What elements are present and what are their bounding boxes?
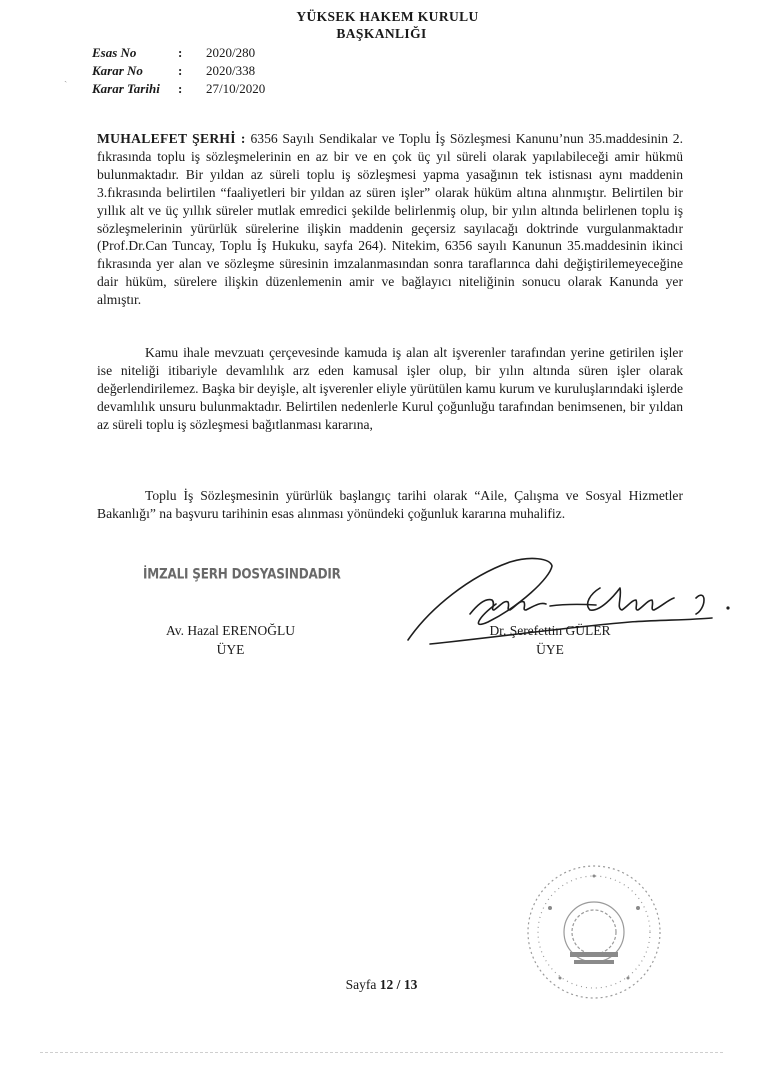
- signed-dissent-stamp: İMZALI ŞERH DOSYASINDADIR: [143, 565, 341, 583]
- signatory-name: Dr. Şerefettin GÜLER: [489, 623, 611, 638]
- paragraph-3: Toplu İş Sözleşmesinin yürürlük başlangıç tarihi olarak “Aile, Çalışma ve Sosyal Hizmetler Bakanlığı” na başvuru tarihinin esas alınması yönündeki çoğunluk kararına muhalifiz.: [97, 488, 683, 521]
- scan-bottom-edge: [40, 1052, 723, 1053]
- paragraph-1-text: 6356 Sayılı Sendikalar ve Toplu İş Sözleşmesi Kanunu’nun 35.maddesinin 2. fıkrasında toplu iş sözleşmelerinin en az bir ve en çok üç yıl süreli olarak yapılabileceği amir hükmü bulunmaktadır. Bir yıldan az süreli toplu iş sözleşmesi yapma yasağının tek istisnası aynı maddenin 3.fıkrasında belirtilen “faaliyetleri bir yıldan az süren işler” olarak hüküm altına alınmıştır. Belirtilen bir yıllık alt ve üç yıllık süreler mutlak emredici şekilde belirlenmiş olup, bir yılın altında belirlenen toplu iş sözleşmelerinin yürürlük sürelerine ilişkin maddenin geçersiz sayılacağı doktrinde vurgulanmaktadır (Prof.Dr.Can Tuncay, Toplu İş Hukuku, sayfa 264). Nitekim, 6356 sayılı Kanunun 35.maddesinin ikinci fıkrasında yer alan ve sözleşme süresinin imzalanmasından sonra taraflarınca dahi değiştirilemeyeceğine dair hüküm, sürelere ilişkin düzenlemenin amir ve bağlayıcı niteliğinin sonucu olarak Kanunda yer almıştır.: [97, 131, 683, 308]
- meta-row-tarih: [92, 80, 265, 98]
- meta-sep: :: [178, 45, 183, 60]
- paragraph-1: [97, 130, 683, 309]
- paragraph-2: Kamu ihale mevzuatı çerçevesinde kamuda iş alan alt işverenler tarafından yerine getirilen işler ise niteliği itibariyle devamlılık arz eden kamusal işler olup, bir yılın altında süren işler olarak değerlendirilemez. Başka bir deyişle, alt işverenler eliyle yürütülen kamu kurum ve kuruluşlarındaki işlerde devamlılık unsuru bulunmaktadır. Belirtilen nedenlerle Kurul çoğunluğu tarafından benimsenen, bir yıldan az süreli toplu iş sözleşmesi bağıtlanması kararına,: [97, 345, 683, 432]
- dissent-heading: MUHALEFET ŞERHİ :: [97, 131, 246, 146]
- page-separator: /: [396, 977, 401, 992]
- page-current: 12: [379, 977, 394, 992]
- case-metadata: [92, 44, 265, 98]
- signatory-role: ÜYE: [536, 642, 564, 657]
- signatory-role: ÜYE: [216, 642, 245, 657]
- meta-sep: :: [178, 81, 183, 96]
- meta-label: Karar Tarihi: [92, 81, 160, 96]
- meta-label: Esas No: [92, 45, 137, 60]
- meta-label: Karar No: [92, 63, 143, 78]
- meta-row-esas: [92, 44, 265, 62]
- document-header: [0, 8, 763, 42]
- page-footer: [0, 977, 763, 993]
- meta-value: 2020/280: [206, 45, 256, 60]
- meta-value: 27/10/2020: [206, 81, 266, 96]
- signatory-name: Av. Hazal ERENOĞLU: [166, 623, 295, 638]
- signatory-erenoglu: [148, 621, 313, 659]
- page-label: Sayfa: [345, 977, 377, 992]
- signatory-guler: [470, 621, 630, 659]
- header-institution: YÜKSEK HAKEM KURULU: [296, 9, 479, 24]
- scan-mark: ˎ: [64, 72, 68, 83]
- meta-value: 2020/338: [206, 63, 256, 78]
- meta-row-karar: [92, 62, 265, 80]
- page-total: 13: [403, 977, 418, 992]
- header-department: BAŞKANLIĞI: [336, 26, 427, 41]
- meta-sep: :: [178, 63, 183, 78]
